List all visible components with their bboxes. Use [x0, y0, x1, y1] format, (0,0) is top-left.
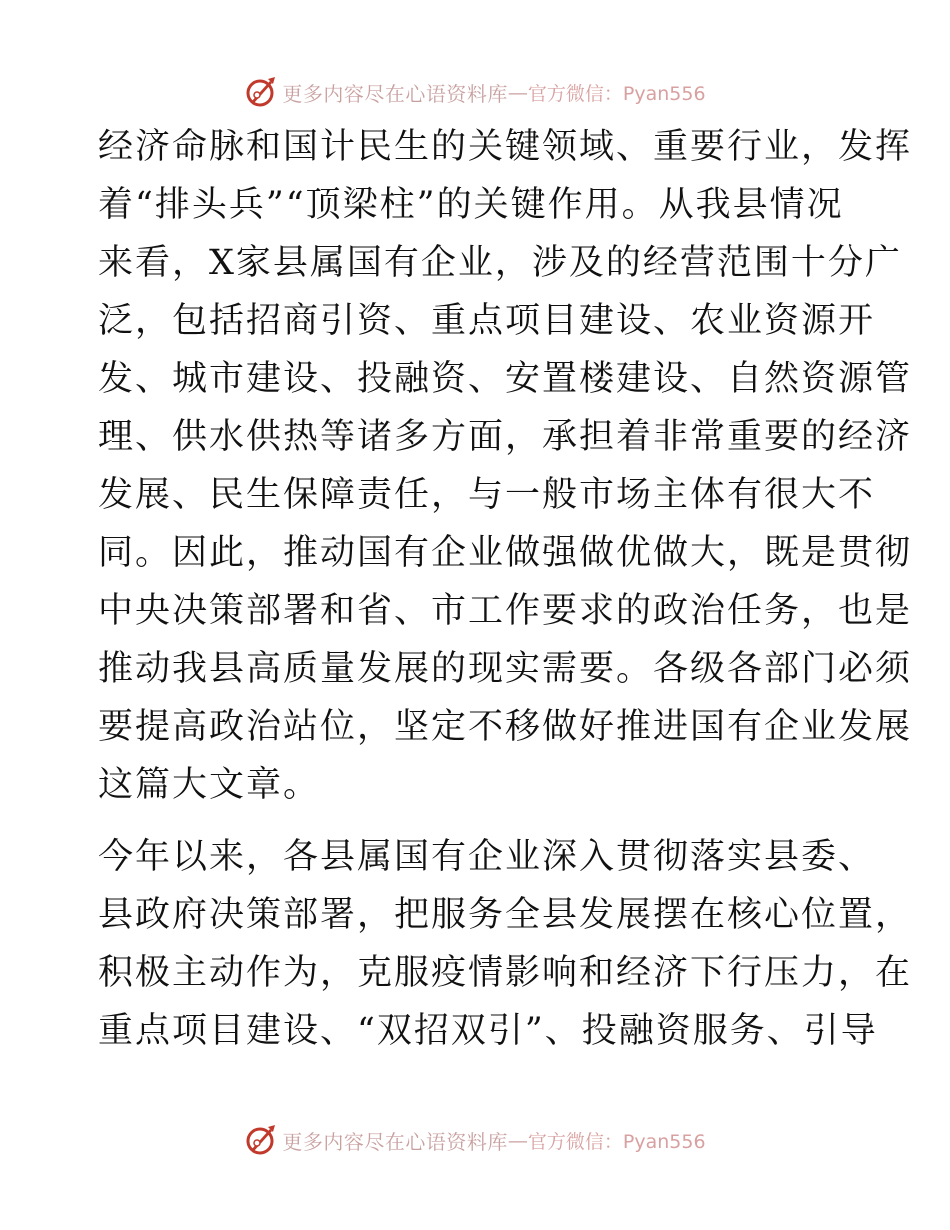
text-line: 推动我县高质量发展的现实需要。各级各部门必须 [98, 649, 913, 689]
text-line: 积极主动作为，克服疫情影响和经济下行压力，在 [98, 953, 913, 993]
watermark-text: 更多内容尽在心语资料库 [282, 81, 508, 106]
quill-logo-icon [244, 75, 278, 109]
text-line: 重点项目建设、“双招双引”、投融资服务、引导 [98, 1011, 878, 1051]
paragraph-2 [98, 828, 913, 1060]
paragraph-1 [98, 118, 913, 814]
watermark-text: 更多内容尽在心语资料库 [282, 1129, 508, 1154]
watermark-wechat: 官方微信：Pyan556 [527, 1130, 706, 1153]
watermark-separator: — [507, 1128, 528, 1152]
quill-logo-icon [244, 1123, 278, 1157]
text-line: 中央决策部署和省、市工作要求的政治任务，也是 [98, 591, 913, 631]
text-line: 今年以来，各县属国有企业深入贯彻落实县委、 [98, 837, 876, 877]
text-line: 县政府决策部署，把服务全县发展摆在核心位置， [98, 895, 913, 935]
text-line: 来看，X家县属国有企业，涉及的经营范围十分广 [98, 243, 902, 283]
text-line: 发展、民生保障责任，与一般市场主体有很大不 [98, 475, 876, 515]
text-line: 理、供水供热等诸多方面，承担着非常重要的经济 [98, 417, 913, 457]
text-line: 这篇大文章。 [98, 765, 321, 805]
text-line: 着“排头兵”“顶梁柱”的关键作用。从我县情况 [98, 185, 844, 225]
text-line: 发、城市建设、投融资、安置楼建设、自然资源管 [98, 359, 913, 399]
document-body [98, 118, 913, 1060]
text-line: 同。因此，推动国有企业做强做优做大，既是贯彻 [98, 533, 913, 573]
text-line: 要提高政治站位，坚定不移做好推进国有企业发展 [98, 707, 913, 747]
watermark-wechat: 官方微信：Pyan556 [527, 82, 706, 105]
paragraph-gap [98, 814, 850, 828]
text-line: 经济命脉和国计民生的关键领域、重要行业，发挥 [98, 127, 913, 167]
watermark-separator: — [507, 80, 528, 104]
footer-watermark [0, 1120, 950, 1160]
header-watermark [0, 72, 950, 112]
text-line: 泛，包括招商引资、重点项目建设、农业资源开 [98, 301, 876, 341]
